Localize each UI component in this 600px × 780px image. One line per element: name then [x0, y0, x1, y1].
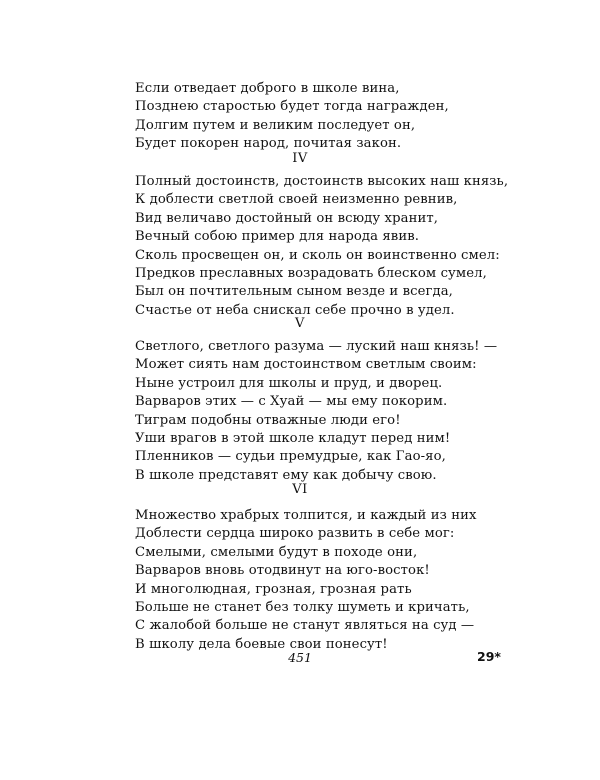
verse-line: Тиграм подобны отважные люди его! [135, 412, 401, 428]
verse-line: Полный достоинств, достоинств высоких наш князь, [135, 174, 509, 189]
verse-line: Светлого, светлого разума — луский наш князь! — [135, 339, 498, 354]
verse-line: Больше не станет без толку шуметь и кричать, [135, 599, 470, 615]
stanza-2 [135, 173, 509, 320]
verse-line: В школе представят ему как добычу свою. [135, 467, 437, 483]
verse-line: Варваров этих — с Хуай — мы ему покорим. [135, 394, 448, 410]
verse-line: Может сиять нам достоинством светлым своим: [135, 357, 477, 373]
verse-line: Множество храбрых толпится, и каждый из них [135, 508, 477, 523]
verse-line: К доблести светлой своей неизменно ревнив, [135, 192, 458, 208]
stanza-heading-iv: IV [292, 151, 308, 166]
verse-line: Долгим путем и великим последует он, [135, 117, 416, 133]
verse-line: Сколь просвещен он, и сколь он воинственно смел: [135, 247, 500, 263]
verse-line: Вечный собою пример для народа явив. [135, 229, 420, 245]
verse-line: Варваров вновь отодвинут на юго-восток! [135, 563, 430, 579]
verse-line: Будет покорен народ, почитая закон. [135, 136, 402, 152]
verse-line: Ныне устроил для школы и пруд, и дворец. [135, 375, 443, 391]
page-number: 451 [288, 650, 312, 665]
verse-line: Уши врагов в этой школе кладут перед ним! [135, 430, 451, 446]
verse-line: С жалобой больше не станут являться на суд — [135, 618, 475, 634]
verse-line: И многолюдная, грозная, грозная рать [135, 581, 412, 597]
stanza-3 [135, 338, 498, 485]
stanza-1 [135, 80, 465, 154]
verse-line: Пленников — судьи премудрые, как Гао-яо, [135, 449, 446, 465]
stanza-heading-v: V [295, 316, 305, 331]
verse-line: Предков преславных возрадовать блеском сумел, [135, 265, 487, 281]
stanza-heading-vi: VI [292, 482, 308, 497]
verse-line: Если отведает доброго в школе вина, [135, 81, 400, 96]
verse-line: Был он почтительным сыном везде и всегда, [135, 284, 453, 300]
signature-mark: 29* [477, 649, 501, 664]
stanza-4 [135, 507, 477, 654]
verse-line: В школу дела боевые свои понесут! [135, 636, 388, 652]
verse-line: Доблести сердца широко развить в себе мог: [135, 526, 455, 542]
verse-line: Позднею старостью будет тогда награжден, [135, 99, 449, 115]
verse-line: Смелыми, смелыми будут в походе они, [135, 544, 418, 560]
verse-line: Вид величаво достойный он всюду хранит, [135, 210, 439, 226]
verse-line: Счастье от неба снискал себе прочно в удел. [135, 302, 455, 318]
